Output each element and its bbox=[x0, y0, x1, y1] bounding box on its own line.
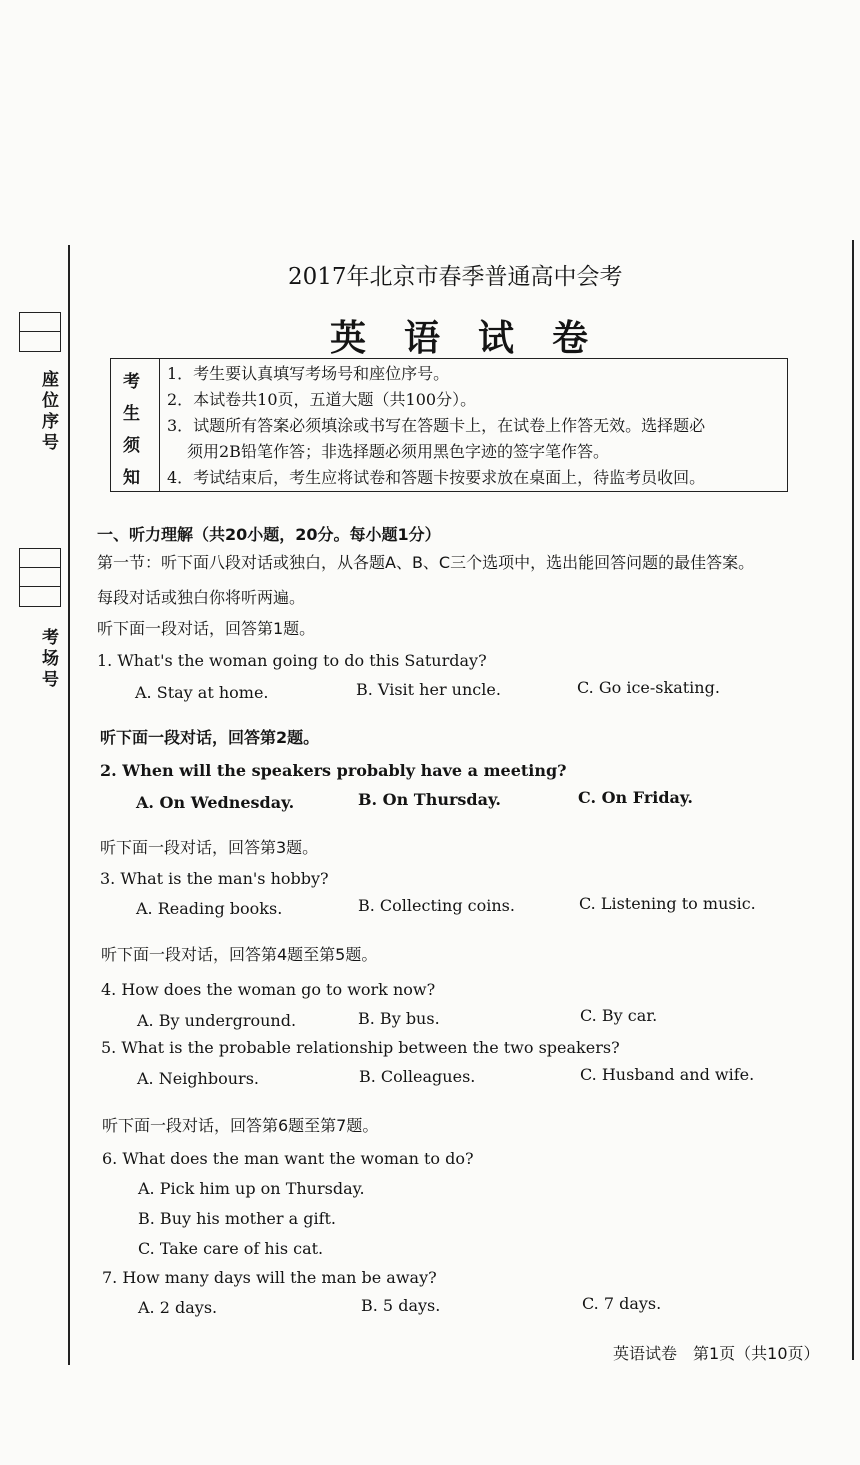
subject-title: 英语试卷 bbox=[330, 318, 627, 359]
room-number-cell bbox=[20, 568, 60, 587]
page-footer: 英语试卷 第1页（共10页） bbox=[613, 1344, 820, 1363]
answer-option: B. By bus. bbox=[358, 1009, 440, 1028]
seat-number-cell bbox=[20, 332, 60, 350]
seat-number-cell bbox=[20, 313, 60, 332]
answer-option: C. On Friday. bbox=[578, 788, 693, 807]
answer-option: B. On Thursday. bbox=[358, 790, 501, 809]
notice-item: 3．试题所有答案必须填涂或书写在答题卡上，在试卷上作答无效。选择题必 bbox=[167, 416, 706, 435]
answer-option: B. Colleagues. bbox=[359, 1067, 476, 1086]
binding-line-right bbox=[852, 240, 854, 1360]
binding-line-left bbox=[68, 245, 70, 1365]
answer-option: C. Go ice-skating. bbox=[577, 678, 720, 697]
answer-option: A. Stay at home. bbox=[135, 683, 269, 702]
notice-heading-char: 知 bbox=[123, 468, 140, 488]
exam-title: 2017年北京市春季普通高中会考 bbox=[288, 264, 623, 290]
answer-option: B. 5 days. bbox=[361, 1296, 441, 1315]
notice-heading-char: 须 bbox=[123, 436, 140, 456]
answer-option: A. Pick him up on Thursday. bbox=[138, 1179, 365, 1198]
room-number-cell bbox=[20, 587, 60, 605]
section-heading: 一、听力理解（共20小题，20分。每小题1分） bbox=[97, 525, 441, 544]
answer-option: A. On Wednesday. bbox=[136, 793, 295, 812]
notice-item: 须用2B铅笔作答；非选择题必须用黑色字迹的签字笔作答。 bbox=[187, 442, 609, 461]
answer-option: A. Reading books. bbox=[136, 899, 283, 918]
answer-option: A. Neighbours. bbox=[137, 1069, 259, 1088]
question-text: 2. When will the speakers probably have a meeting? bbox=[100, 761, 567, 780]
notice-heading-char: 生 bbox=[123, 404, 140, 424]
answer-option: C. By car. bbox=[580, 1006, 658, 1025]
section-instruction: 每段对话或独白你将听两遍。 bbox=[97, 588, 306, 607]
group-instruction: 听下面一段对话，回答第1题。 bbox=[97, 619, 316, 638]
question-text: 7. How many days will the man be away? bbox=[102, 1268, 437, 1287]
question-text: 4. How does the woman go to work now? bbox=[101, 980, 436, 999]
answer-option: C. 7 days. bbox=[582, 1294, 662, 1313]
group-instruction: 听下面一段对话，回答第6题至第7题。 bbox=[102, 1116, 379, 1135]
group-instruction: 听下面一段对话，回答第4题至第5题。 bbox=[101, 945, 378, 964]
notice-item: 2．本试卷共10页，五道大题（共100分）。 bbox=[167, 390, 477, 409]
room-number-label: 考场号 bbox=[38, 628, 58, 691]
exam-notice-box bbox=[110, 358, 788, 492]
notice-item: 4．考试结束后，考生应将试卷和答题卡按要求放在桌面上，待监考员收回。 bbox=[167, 468, 706, 487]
section-instruction: 第一节：听下面八段对话或独白，从各题A、B、C三个选项中，选出能回答问题的最佳答案。 bbox=[97, 553, 755, 572]
room-number-box[interactable] bbox=[19, 548, 61, 607]
question-text: 3. What is the man's hobby? bbox=[100, 869, 329, 888]
answer-option: C. Listening to music. bbox=[579, 894, 756, 913]
answer-option: C. Husband and wife. bbox=[580, 1065, 755, 1084]
answer-option: B. Visit her uncle. bbox=[356, 680, 501, 699]
question-text: 6. What does the man want the woman to do? bbox=[102, 1149, 474, 1168]
question-text: 1. What's the woman going to do this Saturday? bbox=[97, 651, 487, 670]
answer-option: A. By underground. bbox=[137, 1011, 297, 1030]
seat-number-label: 座位序号 bbox=[38, 370, 58, 454]
answer-option: B. Collecting coins. bbox=[358, 896, 515, 915]
notice-heading bbox=[111, 359, 160, 491]
notice-item: 1．考生要认真填写考场号和座位序号。 bbox=[167, 364, 450, 383]
group-instruction: 听下面一段对话，回答第3题。 bbox=[100, 838, 319, 857]
answer-option: A. 2 days. bbox=[138, 1298, 218, 1317]
room-number-cell bbox=[20, 549, 60, 568]
answer-option: C. Take care of his cat. bbox=[138, 1239, 324, 1258]
answer-option: B. Buy his mother a gift. bbox=[138, 1209, 336, 1228]
seat-number-box[interactable] bbox=[19, 312, 61, 352]
notice-heading-char: 考 bbox=[123, 372, 140, 392]
question-text: 5. What is the probable relationship between the two speakers? bbox=[101, 1038, 620, 1057]
notice-items bbox=[167, 361, 781, 491]
group-instruction: 听下面一段对话，回答第2题。 bbox=[100, 728, 320, 747]
